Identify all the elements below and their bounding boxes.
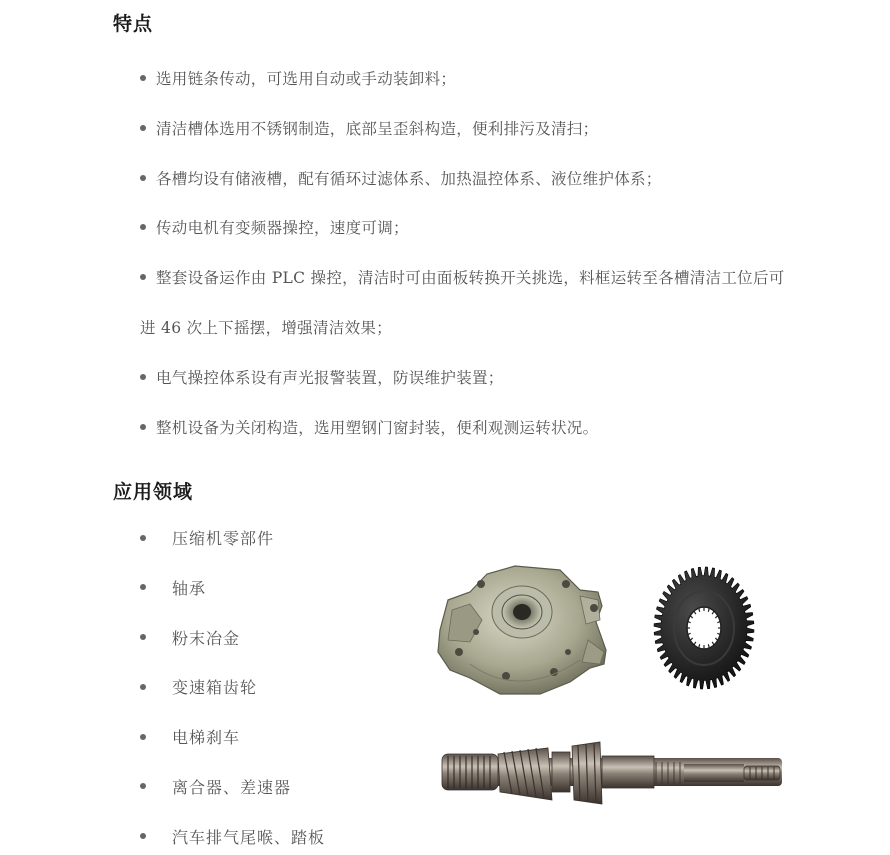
application-text: 变速箱齿轮 [172, 678, 258, 698]
feature-text: 各槽均设有储液槽，配有循环过滤体系、加热温控体系、液位维护体系； [156, 169, 662, 188]
feature-text: 选用链条传动，可选用自动或手动装卸料； [156, 70, 457, 88]
features-title: 特点 [113, 13, 154, 35]
feature-text: 整套设备运作由 PLC 操控，清洁时可由面板转换开关挑选，料框运转至各槽清洁工位后可进 46 次上下摇摆，增强清洁效果； [140, 269, 785, 337]
feature-text: 清洁槽体选用不锈钢制造，底部呈歪斜构造，便利排污及清扫； [156, 119, 599, 138]
applications-title: 应用领域 [113, 481, 194, 503]
spur-gear-image [654, 567, 754, 689]
feature-text: 传动电机有变频器操控，速度可调； [156, 219, 409, 238]
feature-text: 电气操控体系设有声光报警装置，防误维护装置； [156, 368, 504, 387]
gear-shaft-image [442, 742, 782, 804]
pump-housing-image [438, 566, 606, 694]
application-text: 轴承 [172, 578, 207, 598]
application-text: 电梯刹车 [172, 728, 241, 748]
application-text: 汽车排气尾喉、踏板 [172, 827, 326, 847]
application-text: 离合器、差速器 [172, 777, 292, 797]
application-text: 压缩机零部件 [172, 529, 275, 548]
application-text: 粉末冶金 [172, 628, 241, 648]
feature-text: 整机设备为关闭构造，选用塑钢门窗封装，便利观测运转状况。 [156, 418, 599, 437]
